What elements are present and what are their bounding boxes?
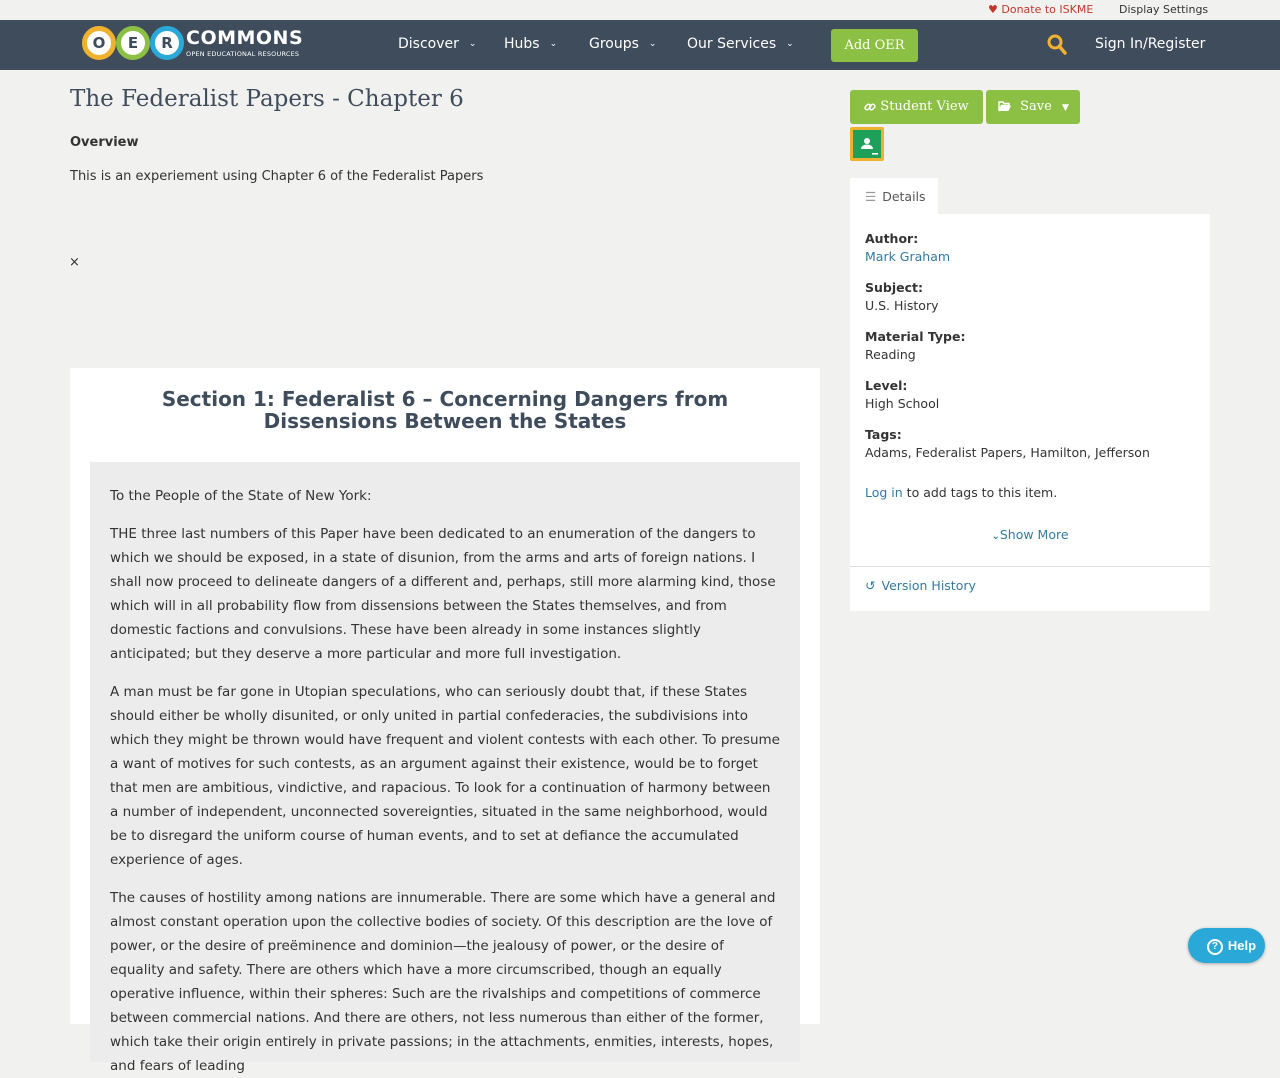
donate-link[interactable] [988, 3, 1093, 16]
details-tab-label: Details [882, 189, 926, 204]
section-title: Section 1: Federalist 6 – Concerning Dangers from Dissensions Between the States [161, 387, 729, 433]
student-view-button[interactable] [850, 90, 983, 124]
student-view-label: Student View [880, 99, 969, 114]
help-button[interactable] [1188, 928, 1265, 963]
list-icon: ☰ [865, 189, 877, 204]
nav-hubs[interactable] [504, 36, 557, 52]
chevron-down-icon: ⌄ [786, 39, 794, 49]
caret-down-icon: ▼ [1061, 103, 1069, 113]
close-icon[interactable]: × [69, 255, 80, 270]
logo-letter-e: E [116, 26, 150, 60]
heart-icon: ♥ [988, 3, 998, 16]
link-icon [864, 101, 876, 113]
level-value: High School [865, 396, 940, 411]
utility-bar [0, 0, 1280, 20]
reading-paragraph: To the People of the State of New York: [110, 488, 372, 504]
google-classroom-button[interactable] [850, 127, 884, 161]
oer-commons-logo[interactable] [82, 26, 304, 60]
folder-open-icon [998, 101, 1012, 112]
nav-hubs-label: Hubs [504, 36, 540, 52]
reading-paragraph: A man must be far gone in Utopian speculations, who can seriously doubt that, if these States should either be wholly disunited, or only united in partial confederacies, the subdivisions into which they might be thrown would have frequent and violent contests with each other. To presume a want of motives for such contests, as an argument against their existence, would be to forget that men are ambitious, vindictive, and rapacious. To look for a continuation of harmony between a number of independent, unconnected sovereignties, situated in the same neighborhood, would be to disregard the uniform course of human events, and to set at defiance the accumulated experience of ages. [110, 684, 780, 868]
tab-details[interactable] [850, 178, 938, 215]
main-navbar [0, 20, 1280, 70]
reading-content-box [70, 368, 820, 1074]
overview-heading: Overview [70, 135, 139, 150]
history-icon: ↺ [865, 578, 876, 593]
nav-our-services-label: Our Services [687, 36, 777, 52]
reading-paragraph: The causes of hostility among nations are innumerable. There are some which have a general and almost constant operation upon the collective bodies of society. Of this description are the love of power, or the desire of preëminence and dominion—the jealousy of power, or the desire of equality and safety. There are others which have a more circumscribed, though an equally operative influence, within their spheres: Such are the rivalships and competitions of commerce between commercial nations. And there are others, not less numerous than either of the former, which take their origin entirely in private passions; in the attachments, enmities, interests, hopes, and fears of leading [110, 890, 776, 1074]
reading-paragraph: THE three last numbers of this Paper have been dedicated to an enumeration of the dangers to which we should be exposed, in a state of disunion, from the arms and arts of foreign nations. I shall now proceed to delineate dangers of a different and, perhaps, still more alarming kind, those which will in all probability flow from dissensions between the States themselves, and from domestic factions and convulsions. These have been already in some instances slightly anticipated; but they deserve a more particular and more full investigation. [110, 526, 776, 662]
chevron-down-icon: ⌄ [468, 39, 477, 49]
tags-value: Adams, Federalist Papers, Hamilton, Jefferson [865, 445, 1150, 460]
login-link[interactable]: Log in [865, 485, 903, 500]
author-value [865, 249, 950, 264]
nav-discover[interactable] [398, 36, 476, 52]
subject-value: U.S. History [865, 298, 939, 313]
donate-label: Donate to ISKME [1001, 3, 1094, 16]
logo-letter-o: O [82, 26, 116, 60]
subject-label: Subject: [865, 280, 923, 295]
display-settings-link[interactable]: Display Settings [1119, 3, 1209, 16]
logo-letter-r: R [150, 26, 184, 60]
add-oer-button[interactable]: Add OER [831, 29, 918, 62]
overview-text: This is an experiement using Chapter 6 of the Federalist Papers [70, 169, 484, 184]
tags-label: Tags: [865, 427, 902, 442]
version-history-label: Version History [881, 578, 976, 593]
login-suffix: to add tags to this item. [902, 485, 1058, 500]
chevron-down-icon: ⌄ [648, 39, 657, 49]
nav-discover-label: Discover [398, 36, 459, 52]
login-to-tag-text [865, 485, 1057, 500]
chevron-down-icon: ⌄ [549, 39, 558, 49]
nav-our-services[interactable] [687, 36, 794, 52]
chevron-down-icon: ⌄ [991, 531, 1000, 542]
author-label: Author: [865, 231, 919, 246]
divider [850, 566, 1210, 567]
page-title: The Federalist Papers - Chapter 6 [70, 86, 464, 112]
save-label: Save [1020, 99, 1052, 114]
material-type-value: Reading [865, 347, 916, 362]
question-circle-icon: ? [1207, 939, 1223, 955]
author-link[interactable]: Mark Graham [865, 249, 951, 264]
nav-groups[interactable] [589, 36, 656, 52]
save-dropdown-button[interactable] [986, 90, 1080, 124]
reading-text-block [90, 462, 800, 1074]
search-icon[interactable] [1047, 34, 1067, 56]
logo-wordmark: COMMONS [186, 27, 304, 49]
help-label: Help [1227, 938, 1257, 953]
nav-groups-label: Groups [589, 36, 639, 52]
level-label: Level: [865, 378, 908, 393]
google-classroom-icon [853, 130, 881, 158]
logo-tagline: OPEN EDUCATIONAL RESOURCES [186, 50, 300, 58]
sign-in-register-link[interactable]: Sign In/Register [1095, 36, 1206, 52]
details-panel [850, 214, 1210, 611]
material-type-label: Material Type: [865, 329, 966, 344]
show-more-label: Show More [999, 527, 1069, 542]
version-history-link[interactable] [865, 578, 976, 593]
show-more-button[interactable] [850, 527, 1210, 542]
